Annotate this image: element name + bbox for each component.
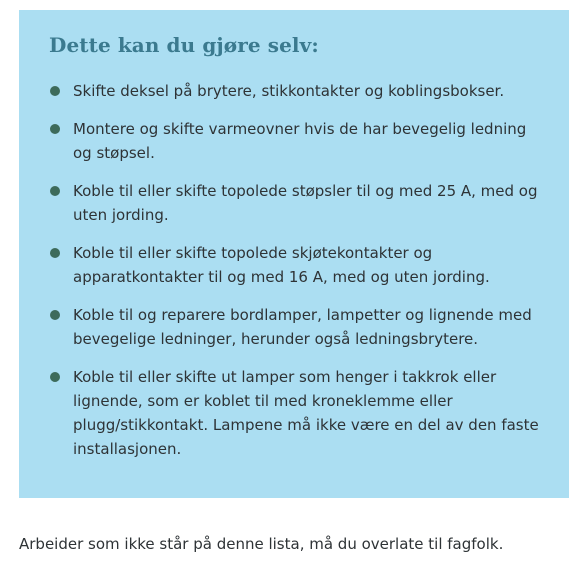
bullet-icon [50, 124, 60, 134]
info-box [19, 10, 569, 498]
list-item [49, 179, 541, 227]
list-item [49, 303, 541, 351]
bullet-list [49, 79, 541, 461]
bullet-icon [50, 186, 60, 196]
list-item-text: Koble til eller skifte ut lamper som henger i takkrok eller lignende, som er koblet til med kroneklemme eller plugg/stikkontakt. Lampene må ikke være en del av den faste installasjonen. [73, 368, 539, 458]
bullet-icon [50, 310, 60, 320]
box-title: Dette kan du gjøre selv: [49, 33, 319, 57]
footer-text: Arbeider som ikke står på denne lista, må du overlate til fagfolk. [19, 535, 504, 553]
list-item [49, 117, 541, 165]
list-item-text: Montere og skifte varmeovner hvis de har bevegelig ledning og støpsel. [73, 120, 527, 162]
list-item-text: Koble til og reparere bordlamper, lampetter og lignende med bevegelige ledninger, herunder også ledningsbrytere. [73, 306, 532, 348]
list-item-text: Koble til eller skifte topolede skjøtekontakter og apparatkontakter til og med 16 A, med og uten jording. [73, 244, 490, 286]
bullet-icon [50, 86, 60, 96]
list-item [49, 365, 541, 461]
list-item-text: Skifte deksel på brytere, stikkontakter og koblingsbokser. [73, 82, 505, 100]
bullet-icon [50, 372, 60, 382]
list-item [49, 241, 541, 289]
list-item [49, 79, 541, 103]
list-item-text: Koble til eller skifte topolede støpsler til og med 25 A, med og uten jording. [73, 182, 538, 224]
bullet-icon [50, 248, 60, 258]
